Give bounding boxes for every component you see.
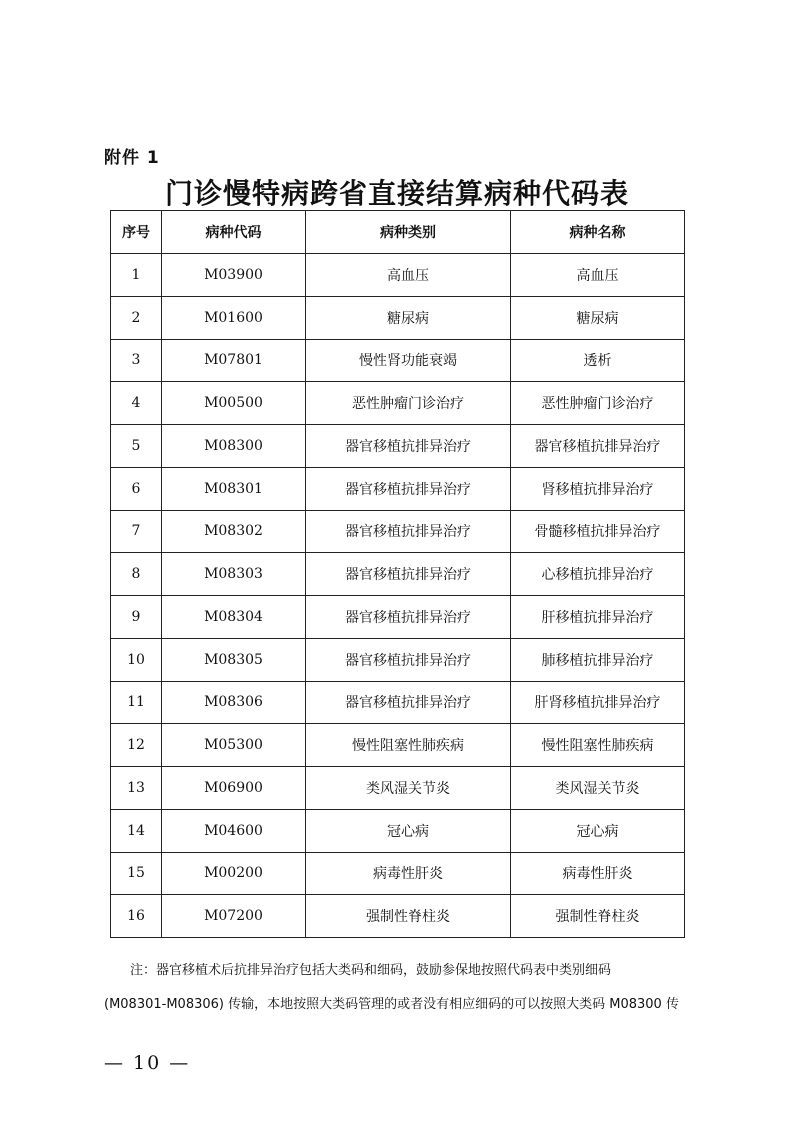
cell-serial: 4 xyxy=(111,382,162,425)
cell-code: M00200 xyxy=(162,852,306,895)
table-row xyxy=(111,895,685,938)
cell-code: M08303 xyxy=(162,553,306,596)
table-row xyxy=(111,510,685,553)
cell-category: 慢性肾功能衰竭 xyxy=(306,339,511,382)
table-header-row xyxy=(111,211,685,254)
cell-name: 病毒性肝炎 xyxy=(511,852,685,895)
cell-serial: 12 xyxy=(111,724,162,767)
cell-name: 肝移植抗排异治疗 xyxy=(511,596,685,639)
table-row xyxy=(111,425,685,468)
cell-serial: 8 xyxy=(111,553,162,596)
table-row xyxy=(111,596,685,639)
cell-name: 慢性阻塞性肺疾病 xyxy=(511,724,685,767)
cell-name: 肾移植抗排异治疗 xyxy=(511,467,685,510)
footnote-line-1: 注：器官移植术后抗排异治疗包括大类码和细码，鼓励参保地按照代码表中类别细码 xyxy=(130,963,612,978)
cell-serial: 15 xyxy=(111,852,162,895)
cell-category: 类风湿关节炎 xyxy=(306,767,511,810)
cell-code: M01600 xyxy=(162,296,306,339)
cell-category: 器官移植抗排异治疗 xyxy=(306,638,511,681)
cell-serial: 16 xyxy=(111,895,162,938)
cell-serial: 10 xyxy=(111,638,162,681)
cell-name: 高血压 xyxy=(511,254,685,297)
cell-serial: 3 xyxy=(111,339,162,382)
cell-name: 骨髓移植抗排异治疗 xyxy=(511,510,685,553)
cell-serial: 7 xyxy=(111,510,162,553)
table-row xyxy=(111,339,685,382)
table-row xyxy=(111,638,685,681)
cell-category: 病毒性肝炎 xyxy=(306,852,511,895)
cell-category: 器官移植抗排异治疗 xyxy=(306,596,511,639)
table-row xyxy=(111,296,685,339)
cell-code: M00500 xyxy=(162,382,306,425)
table-row xyxy=(111,852,685,895)
cell-name: 冠心病 xyxy=(511,809,685,852)
table-row xyxy=(111,681,685,724)
header-category: 病种类别 xyxy=(306,211,511,254)
table-row xyxy=(111,553,685,596)
cell-serial: 11 xyxy=(111,681,162,724)
cell-category: 慢性阻塞性肺疾病 xyxy=(306,724,511,767)
cell-name: 强制性脊柱炎 xyxy=(511,895,685,938)
cell-name: 透析 xyxy=(511,339,685,382)
cell-serial: 13 xyxy=(111,767,162,810)
cell-name: 肺移植抗排异治疗 xyxy=(511,638,685,681)
cell-serial: 9 xyxy=(111,596,162,639)
cell-code: M08304 xyxy=(162,596,306,639)
table-row xyxy=(111,724,685,767)
cell-name: 恶性肿瘤门诊治疗 xyxy=(511,382,685,425)
cell-name: 糖尿病 xyxy=(511,296,685,339)
header-name: 病种名称 xyxy=(511,211,685,254)
cell-code: M08306 xyxy=(162,681,306,724)
table-body xyxy=(111,254,685,938)
cell-serial: 2 xyxy=(111,296,162,339)
cell-code: M06900 xyxy=(162,767,306,810)
cell-name: 肝肾移植抗排异治疗 xyxy=(511,681,685,724)
cell-serial: 6 xyxy=(111,467,162,510)
table-row xyxy=(111,467,685,510)
cell-serial: 5 xyxy=(111,425,162,468)
cell-category: 器官移植抗排异治疗 xyxy=(306,510,511,553)
cell-code: M08305 xyxy=(162,638,306,681)
cell-name: 心移植抗排异治疗 xyxy=(511,553,685,596)
cell-category: 器官移植抗排异治疗 xyxy=(306,553,511,596)
cell-name: 器官移植抗排异治疗 xyxy=(511,425,685,468)
header-serial: 序号 xyxy=(111,211,162,254)
cell-code: M07200 xyxy=(162,895,306,938)
attachment-label: 附件 1 xyxy=(104,148,160,168)
table-row xyxy=(111,767,685,810)
cell-code: M08302 xyxy=(162,510,306,553)
cell-code: M07801 xyxy=(162,339,306,382)
header-code: 病种代码 xyxy=(162,211,306,254)
cell-serial: 1 xyxy=(111,254,162,297)
page-number: — 10 — xyxy=(104,1052,191,1074)
cell-category: 器官移植抗排异治疗 xyxy=(306,467,511,510)
cell-category: 冠心病 xyxy=(306,809,511,852)
cell-category: 高血压 xyxy=(306,254,511,297)
footnote-line-2: (M08301-M08306) 传输，本地按照大类码管理的或者没有相应细码的可以按照大类码 M08300 传 xyxy=(104,997,679,1012)
table-row xyxy=(111,254,685,297)
cell-serial: 14 xyxy=(111,809,162,852)
cell-code: M08300 xyxy=(162,425,306,468)
disease-code-table xyxy=(110,210,685,938)
cell-name: 类风湿关节炎 xyxy=(511,767,685,810)
cell-category: 糖尿病 xyxy=(306,296,511,339)
cell-code: M03900 xyxy=(162,254,306,297)
cell-category: 恶性肿瘤门诊治疗 xyxy=(306,382,511,425)
cell-category: 强制性脊柱炎 xyxy=(306,895,511,938)
cell-code: M05300 xyxy=(162,724,306,767)
page-title: 门诊慢特病跨省直接结算病种代码表 xyxy=(164,177,629,210)
cell-category: 器官移植抗排异治疗 xyxy=(306,681,511,724)
cell-code: M04600 xyxy=(162,809,306,852)
cell-category: 器官移植抗排异治疗 xyxy=(306,425,511,468)
table-row xyxy=(111,382,685,425)
table-row xyxy=(111,809,685,852)
cell-code: M08301 xyxy=(162,467,306,510)
